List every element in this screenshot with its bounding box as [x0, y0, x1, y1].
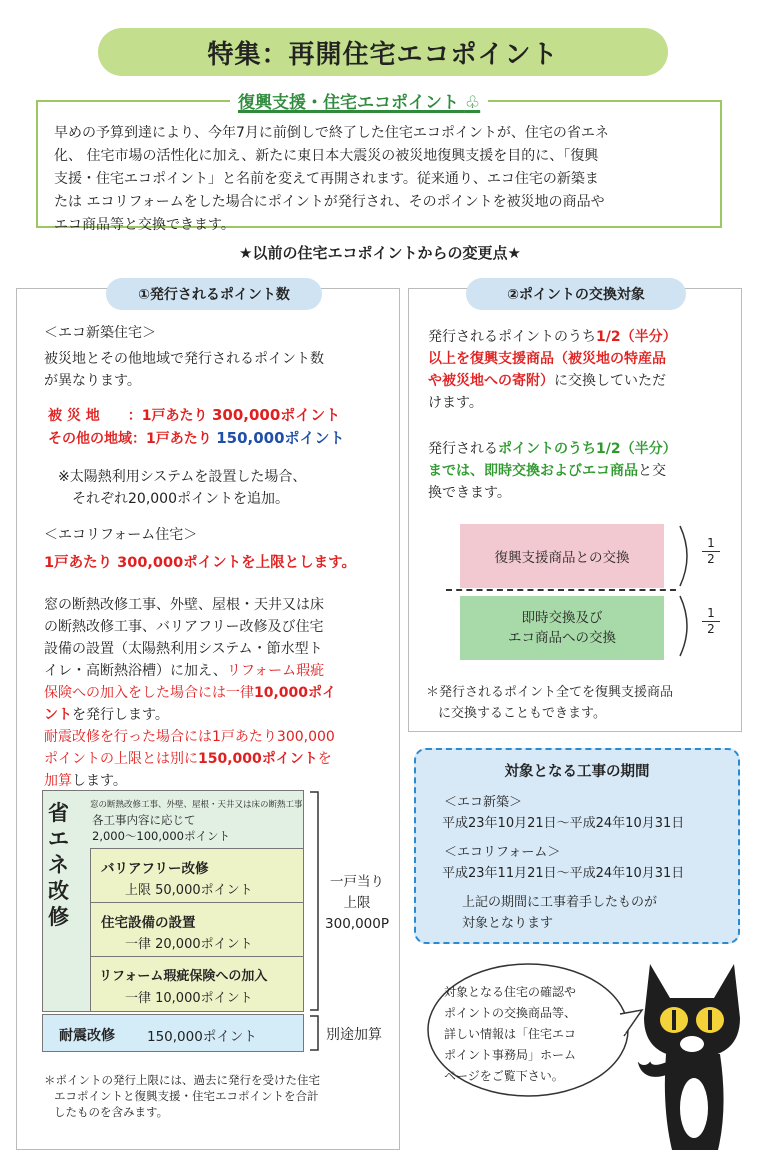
upper-bracket [310, 792, 318, 1010]
text: イレ・高断熱浴槽）に加え、 [44, 663, 227, 679]
bar-line: 即時交換及び [521, 610, 603, 626]
reform-line [44, 682, 394, 704]
period-label: ＜エコ新築＞ [444, 795, 523, 810]
para-line [428, 326, 738, 348]
footnote-line: エコポイントと復興支援・住宅エコポイントを合計 [54, 1089, 319, 1103]
text: 保険への加入をした場合には一律 [44, 685, 254, 701]
denominator: 2 [702, 551, 720, 567]
intro-line: 支援・住宅エコポイント」と名前を変えて再開されます。従来通り、エコ住宅の新築ま [54, 171, 599, 187]
brace-top [680, 526, 687, 586]
bubble-line: ポイントの交換商品等、 [444, 1006, 577, 1020]
text: 10,000ポイ [254, 685, 337, 701]
ins-value: 一律 10,000ポイント [125, 991, 253, 1006]
intro-line: 化、 住宅市場の活性化に加え、新たに東日本大震災の被災地復興支援を目的に、「復興 [54, 148, 599, 164]
row-label: その他の地域：1戸あたり [48, 431, 212, 447]
row-label: 被 災 地 ：1戸あたり [48, 408, 208, 424]
row-value: 150,000ポイント [216, 429, 345, 447]
para-line [428, 370, 738, 392]
denominator: 2 [702, 621, 720, 637]
note-line: 上記の期間に工事着手したものが [462, 895, 658, 910]
note-line: に交換することもできます。 [438, 706, 606, 721]
points-row-disaster [48, 404, 340, 427]
reform-line [44, 704, 394, 726]
text: ポイントの上限とは別に [44, 751, 198, 767]
half-braces [676, 522, 698, 662]
eco-sub [92, 812, 230, 844]
period-label: ＜エコリフォーム＞ [444, 845, 561, 860]
note-line: それぞれ20,000ポイントを追加。 [72, 491, 289, 507]
reform-line: 窓の断熱改修工事、外壁、屋根・天井又は床 [44, 597, 324, 613]
quake-value: 150,000ポイント [147, 1029, 257, 1045]
reform-line: の断熱改修工事、バリアフリー改修及び住宅 [44, 619, 324, 635]
para-line [428, 438, 738, 460]
text: を [317, 751, 332, 767]
eco-top: 窓の断熱改修工事、外壁、屋根・天井又は床の断熱工事 [90, 800, 303, 810]
text: ント [44, 707, 72, 723]
cat-pupil-right [708, 1010, 712, 1030]
new-build-note [58, 466, 306, 510]
bubble-line: 詳しい情報は「住宅エコ [444, 1027, 577, 1041]
footnote-line: したものを含みます。 [54, 1105, 169, 1119]
eq-title: 住宅設備の設置 [101, 915, 196, 931]
footnote-line: ＊ポイントの発行上限には、過去に発行を受けた住宅 [44, 1073, 320, 1087]
sprout-icon: ♧ [464, 93, 481, 113]
bf-value: 上限 50,000ポイント [125, 883, 253, 898]
left-pill: ①発行されるポイント数 [106, 278, 322, 310]
para-line: 以上を復興支援商品（被災地の特産品 [428, 351, 666, 367]
reform-limit: 1戸あたり 300,000ポイントを上限とします。 [44, 555, 357, 571]
note-line: 対象となります [462, 916, 554, 931]
para-line: 換できます。 [428, 485, 511, 501]
text: 加算 [44, 773, 72, 789]
quake-box [42, 1014, 304, 1052]
eco-sub-line: 各工事内容に応じて [92, 813, 196, 827]
quake-title: 耐震改修 [59, 1028, 115, 1044]
bubble-line: 対象となる住宅の確認や [444, 985, 577, 999]
points-row-other [48, 427, 345, 450]
bubble-line: ポイント事務局」ホーム [444, 1048, 577, 1062]
text: に交換していただ [554, 373, 666, 389]
reform-line: 耐震改修を行った場合には1戸あたり300,000 [44, 729, 335, 745]
para-line: けます。 [428, 395, 483, 411]
intro-line: たは エコリフォームをした場合にポイントが発行され、そのポイントを被災地の商品や [54, 194, 605, 210]
text: します。 [72, 773, 127, 789]
bf-title: バリアフリー改修 [101, 861, 209, 877]
page-title: 特集：再開住宅エコポイント [98, 28, 668, 76]
eco-label: 省エネ改修 [48, 801, 69, 929]
period-range: 平成23年10月21日～平成24年10月31日 [442, 816, 685, 831]
per-house-limit [322, 872, 392, 935]
period-reform [444, 842, 684, 884]
half-fraction-top [702, 536, 720, 567]
ins-title: リフォーム瑕疵保険への加入 [99, 969, 268, 984]
text: 発行される [428, 441, 498, 457]
cat-pupil-left [672, 1010, 676, 1030]
bar-line: エコ商品への交換 [508, 630, 616, 646]
per-house-line: 上限 [343, 895, 371, 911]
text: を発行します。 [72, 707, 169, 723]
new-build-heading: ＜エコ新築住宅＞ [44, 325, 156, 341]
intro-line: エコ商品等と交換できます。 [54, 217, 235, 233]
text: 発行されるポイントのうち [428, 329, 596, 345]
brace-bottom [680, 596, 687, 656]
note-line: ※太陽熱利用システムを設置した場合、 [58, 469, 307, 485]
eq-value: 一律 20,000ポイント [125, 937, 253, 952]
equipment-box [90, 902, 304, 958]
left-footnote [44, 1072, 320, 1120]
reform-heading: ＜エコリフォーム住宅＞ [44, 527, 198, 543]
per-house-line: 300,000P [325, 916, 389, 932]
period-note [462, 892, 657, 934]
desc-line: 被災地とその他地域で発行されるポイント数 [44, 351, 324, 367]
reform-body [44, 594, 394, 792]
new-build-desc [44, 348, 394, 392]
separate-addition: 別途加算 [326, 1027, 382, 1043]
period-title: 対象となる工事の期間 [504, 764, 650, 780]
cat-muzzle [680, 1036, 704, 1052]
row-value: 300,000ポイント [211, 406, 341, 424]
right-note [426, 682, 673, 724]
desc-line: が異なります。 [44, 373, 141, 389]
per-house-line: 一戸当り [330, 874, 384, 890]
text: や被災地への寄附） [428, 373, 554, 389]
numerator: 1 [707, 606, 715, 620]
text: ポイントのうち1/2（半分） [498, 441, 677, 457]
intro-text [54, 122, 714, 237]
bubble-text [444, 982, 576, 1087]
intro-heading-text: 復興支援・住宅エコポイント [238, 93, 459, 113]
barrier-free-box [90, 848, 304, 904]
cat-paw [637, 1051, 651, 1065]
changes-heading: ★以前の住宅エコポイントからの変更点★ [239, 244, 521, 262]
half-divider [446, 589, 676, 591]
text: と交 [638, 463, 666, 479]
reform-line: 設備の設置（太陽熱利用システム・節水型ト [44, 641, 323, 657]
text: リフォーム瑕疵 [226, 663, 325, 679]
lower-bracket [310, 1016, 318, 1050]
period-range: 平成23年11月21日～平成24年10月31日 [442, 866, 685, 881]
exchange-para-1 [428, 326, 738, 414]
period-new [444, 792, 684, 834]
intro-heading [230, 88, 488, 113]
text: 1/2（半分） [596, 329, 677, 345]
reform-line [44, 748, 394, 770]
note-line: ＊発行されるポイント全てを復興支援商品 [426, 685, 674, 700]
text: までは、即時交換およびエコ商品 [428, 463, 638, 479]
half-fraction-bottom [702, 606, 720, 637]
reform-line [44, 770, 394, 792]
intro-line: 早めの予算到達により、今年7月に前倒しで終了した住宅エコポイントが、住宅の省エネ [54, 125, 609, 141]
exchange-para-2 [428, 438, 738, 504]
para-line [428, 460, 738, 482]
eco-sub-line: 2,000～100,000ポイント [92, 829, 230, 843]
cat-mascot-icon [636, 958, 746, 1154]
bubble-line: ページをご覧下さい。 [444, 1069, 564, 1083]
cat-belly [680, 1078, 708, 1138]
instant-exchange-bar [460, 596, 664, 660]
right-pill: ②ポイントの交換対象 [466, 278, 686, 310]
numerator: 1 [707, 536, 715, 550]
reform-line [44, 660, 394, 682]
text: 150,000ポイント [198, 751, 318, 767]
reconstruction-bar: 復興支援商品との交換 [460, 524, 664, 588]
insurance-box [90, 956, 304, 1012]
